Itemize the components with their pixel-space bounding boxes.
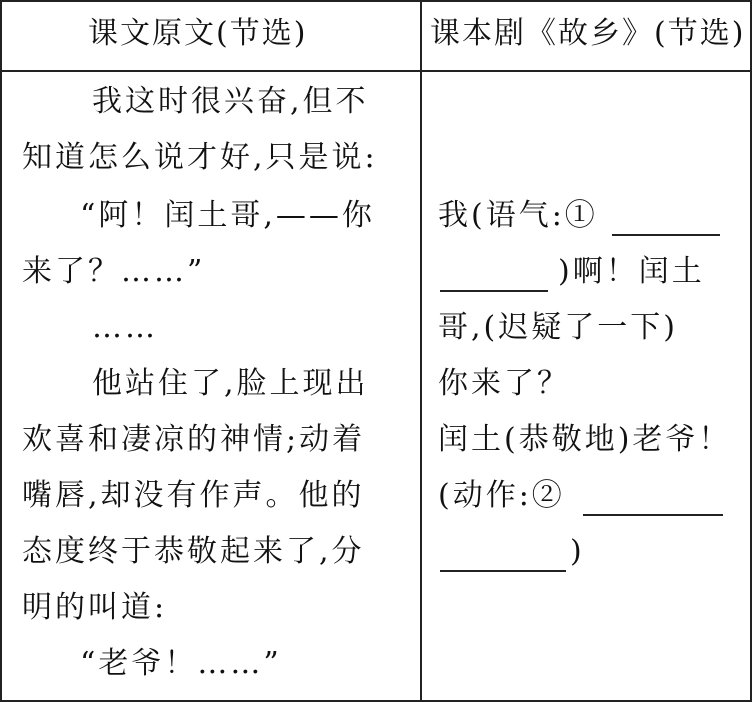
header-play-script: 课本剧《故乡》(节选)	[430, 16, 746, 51]
script-text: )	[570, 534, 585, 569]
original-line: 知道怎么说才好,只是说:	[22, 140, 378, 175]
answer-blank-2b[interactable]	[440, 540, 566, 572]
original-line: 他站住了,脸上现出	[92, 366, 369, 401]
original-line: 态度终于恭敬起来了,分	[22, 534, 365, 569]
script-text: (动作:②	[438, 478, 565, 513]
script-line-7	[440, 532, 585, 572]
header-divider	[0, 70, 752, 72]
original-line: 嘴唇,却没有作声。他的	[22, 478, 365, 513]
original-line: 来了？……”	[22, 254, 206, 289]
original-line: 欢喜和凄凉的神情;动着	[22, 422, 366, 457]
column-divider	[420, 0, 422, 702]
original-line: 明的叫道:	[22, 590, 168, 625]
script-line-2	[440, 252, 705, 292]
answer-blank-2a[interactable]	[583, 484, 723, 516]
script-line-4: 你来了？	[438, 366, 570, 401]
original-line: “老爷！……”	[80, 646, 282, 681]
script-text: 我(语气:①	[438, 198, 598, 233]
answer-blank-1a[interactable]	[612, 204, 720, 236]
original-line: ……	[92, 310, 158, 345]
script-line-6	[438, 476, 723, 516]
original-line: 我这时很兴奋,但不	[92, 84, 369, 119]
script-line-3: 哥,(迟疑了一下)	[438, 310, 678, 345]
header-original-text: 课文原文(节选)	[88, 16, 308, 51]
original-line: “阿！闰土哥,——你	[80, 198, 375, 233]
script-text: )啊！闰土	[558, 254, 705, 289]
script-line-5: 闰土(恭敬地)老爷！	[438, 422, 732, 457]
answer-blank-1b[interactable]	[440, 260, 548, 292]
script-line-1	[438, 196, 720, 236]
